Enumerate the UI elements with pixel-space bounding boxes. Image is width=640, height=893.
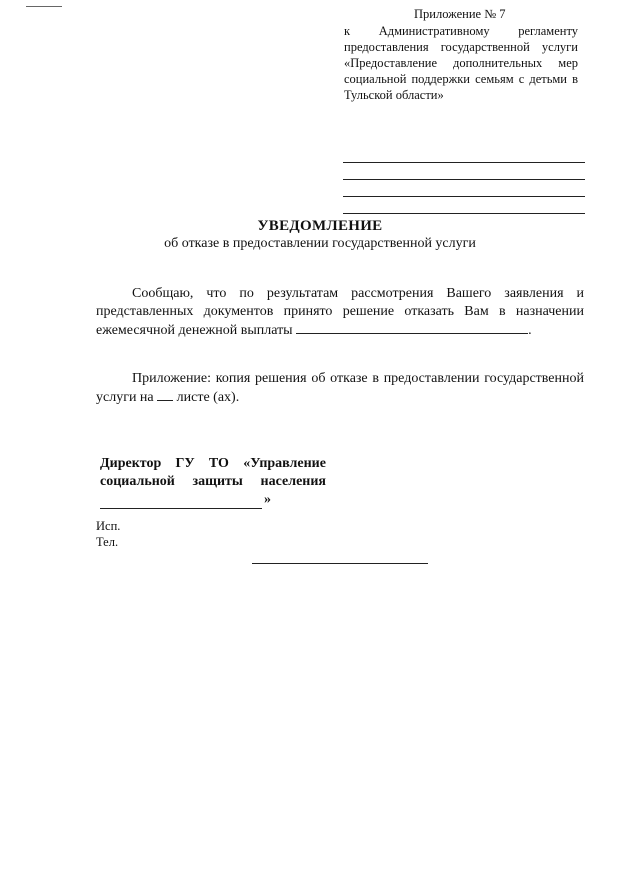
- executor-label: Исп.: [96, 519, 121, 533]
- director-line-1: [100, 455, 326, 473]
- appendix-header: [344, 6, 578, 103]
- director-word: Директор: [100, 456, 162, 471]
- corner-scan-mark: [26, 6, 62, 7]
- decision-end: .: [528, 323, 532, 338]
- decision-paragraph: [96, 285, 584, 340]
- addressee-line: [343, 197, 585, 214]
- phone-label: Тел.: [96, 535, 119, 549]
- notice-subtitle: об отказе в предоставлении государственной услуги: [164, 236, 476, 251]
- addressee-line: [343, 163, 585, 180]
- director-line-3: [100, 491, 326, 509]
- sheet-count-blank: [157, 388, 173, 401]
- closing-quote: »: [264, 492, 271, 507]
- organization-blank-line: [100, 494, 262, 509]
- director-word: «Управление: [243, 456, 326, 471]
- attachment-paragraph: [96, 370, 584, 407]
- director-word: социальной: [100, 474, 175, 489]
- director-word: ТО: [208, 456, 229, 471]
- appendix-title: Приложение № 7: [414, 7, 506, 21]
- payment-blank-field: [296, 321, 528, 334]
- attachment-end: листе (ах).: [176, 390, 240, 405]
- director-word: ГУ: [175, 456, 195, 471]
- decision-text: Сообщаю, что по результатам рассмотрения Вашего заявления и представленных документов принято решение отказать Вам в назначении ежемесячной денежной выплаты: [96, 286, 584, 338]
- notice-title: УВЕДОМЛЕНИЕ: [257, 218, 383, 234]
- contact-block: [96, 518, 120, 550]
- director-word: населения: [260, 474, 326, 489]
- addressee-line: [343, 180, 585, 197]
- footer-rule: [252, 563, 428, 564]
- attachment-text: Приложение: копия решения об отказе в предоставлении государственной услуги на: [96, 371, 584, 405]
- director-word: защиты: [192, 474, 243, 489]
- addressee-blank-lines: [343, 146, 585, 214]
- addressee-line: [343, 146, 585, 163]
- director-signature-block: [100, 455, 326, 509]
- appendix-reference-text: к Административному регламенту предоставления государственной услуги «Предоставление дополнительных мер социальной поддержки семьям с детьми в Тульской области»: [344, 24, 578, 102]
- director-line-2: [100, 473, 326, 491]
